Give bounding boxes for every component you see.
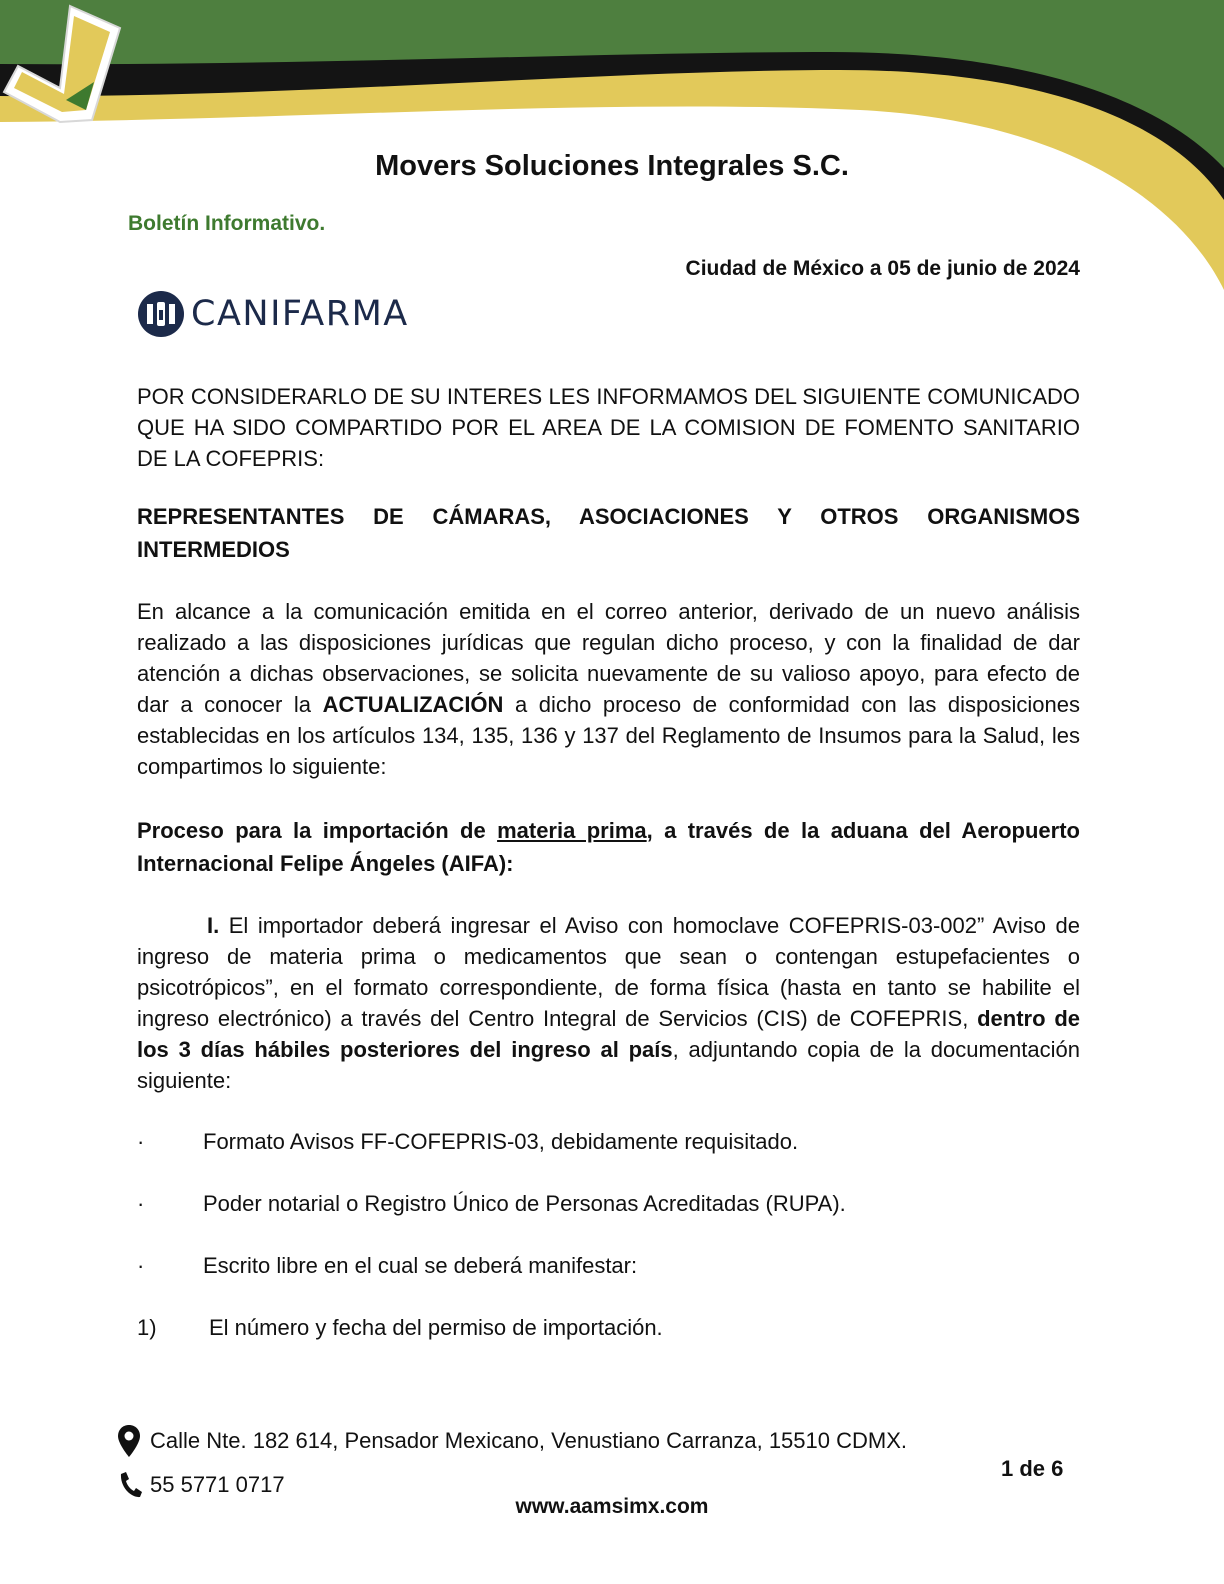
step-one-paragraph: [137, 910, 1080, 1096]
numbered-marker: 1): [137, 1315, 157, 1340]
location-pin-icon: [116, 1424, 142, 1458]
process-heading: [137, 814, 1080, 880]
movers-logo-icon: [0, 0, 130, 130]
phone-text: 55 5771 0717: [150, 1472, 285, 1497]
recipients-heading: REPRESENTANTES DE CÁMARAS, ASOCIACIONES Y OTROS ORGANISMOS INTERMEDIOS: [137, 504, 1080, 562]
page-number: 1 de 6: [1001, 1456, 1064, 1481]
numbered-text: El número y fecha del permiso de importación.: [209, 1315, 663, 1340]
process-heading-text-2: , a través de la aduana del Aeropuerto Internacional Felipe Ángeles (AIFA):: [137, 818, 1080, 876]
bullet-marker: ·: [137, 1191, 145, 1216]
intro-paragraph: POR CONSIDERARLO DE SU INTERES LES INFORMAMOS DEL SIGUIENTE COMUNICADO QUE HA SIDO COMPARTIDO POR EL AREA DE LA COMISION DE FOMENTO SANITARIO DE LA COFEPRIS:: [137, 384, 1080, 471]
step-one-text-2: , adjuntando copia de la documentación siguiente:: [137, 1037, 1081, 1093]
process-heading-underlined: materia prima: [497, 818, 647, 843]
bullet-text: Formato Avisos FF-COFEPRIS-03, debidamente requisitado.: [203, 1129, 799, 1154]
list-item: [137, 1251, 637, 1281]
bullet-text: Poder notarial o Registro Único de Personas Acreditadas (RUPA).: [203, 1191, 846, 1216]
step-one-text-1: El importador deberá ingresar el Aviso con homoclave COFEPRIS-03-002” Aviso de ingreso de materia prima o medicamentos que sean o contengan estupefacientes o psicotrópicos”, en el formato correspondiente, de forma física (hasta en tanto se habilite el ingreso electrónico) a través del Centro Integral de Servicios (CIS) de COFEPRIS,: [137, 913, 1080, 1031]
bullet-text: Escrito libre en el cual se deberá manifestar:: [203, 1253, 638, 1278]
bulletin-title: Boletín Informativo.: [128, 212, 326, 235]
list-item: [137, 1189, 846, 1219]
footer-address: [116, 1424, 907, 1458]
canifarma-logo-icon: [137, 290, 185, 338]
numbered-item: [137, 1313, 663, 1343]
website-link[interactable]: www.aamsimx.com: [515, 1495, 709, 1518]
company-name: Movers Soluciones Integrales S.C.: [375, 150, 849, 182]
canifarma-logo-text: CANIFARMA: [191, 294, 409, 334]
body-text-2: a dicho proceso de conformidad con las disposiciones establecidas en los artículos 134, 135, 136 y 137 del Reglamento de Insumos para la Salud, les compartimos lo siguiente:: [137, 692, 1081, 779]
canifarma-logo: [137, 290, 409, 338]
bullet-marker: ·: [137, 1129, 145, 1154]
body-text-1: En alcance a la comunicación emitida en el correo anterior, derivado de un nuevo análisis realizado a las disposiciones jurídicas que regulan dicho proceso, y con la finalidad de dar atención a dichas observaciones, se solicita nuevamente de su valioso apoyo, para efecto de dar a conocer la: [137, 599, 1080, 717]
bullet-marker: ·: [137, 1253, 145, 1278]
date-line: Ciudad de México a 05 de junio de 2024: [685, 257, 1080, 280]
body-bold-text: ACTUALIZACIÓN: [322, 692, 504, 717]
header-wave-decoration: [0, 0, 1224, 290]
step-one-bold-text: dentro de los 3 días hábiles posteriores del ingreso al país: [137, 1006, 1080, 1062]
address-text: Calle Nte. 182 614, Pensador Mexicano, Venustiano Carranza, 15510 CDMX.: [150, 1428, 907, 1453]
process-heading-text-1: Proceso para la importación de: [137, 818, 498, 843]
body-paragraph: [137, 596, 1080, 782]
list-item: [137, 1127, 798, 1157]
step-one-label: I.: [207, 913, 220, 938]
